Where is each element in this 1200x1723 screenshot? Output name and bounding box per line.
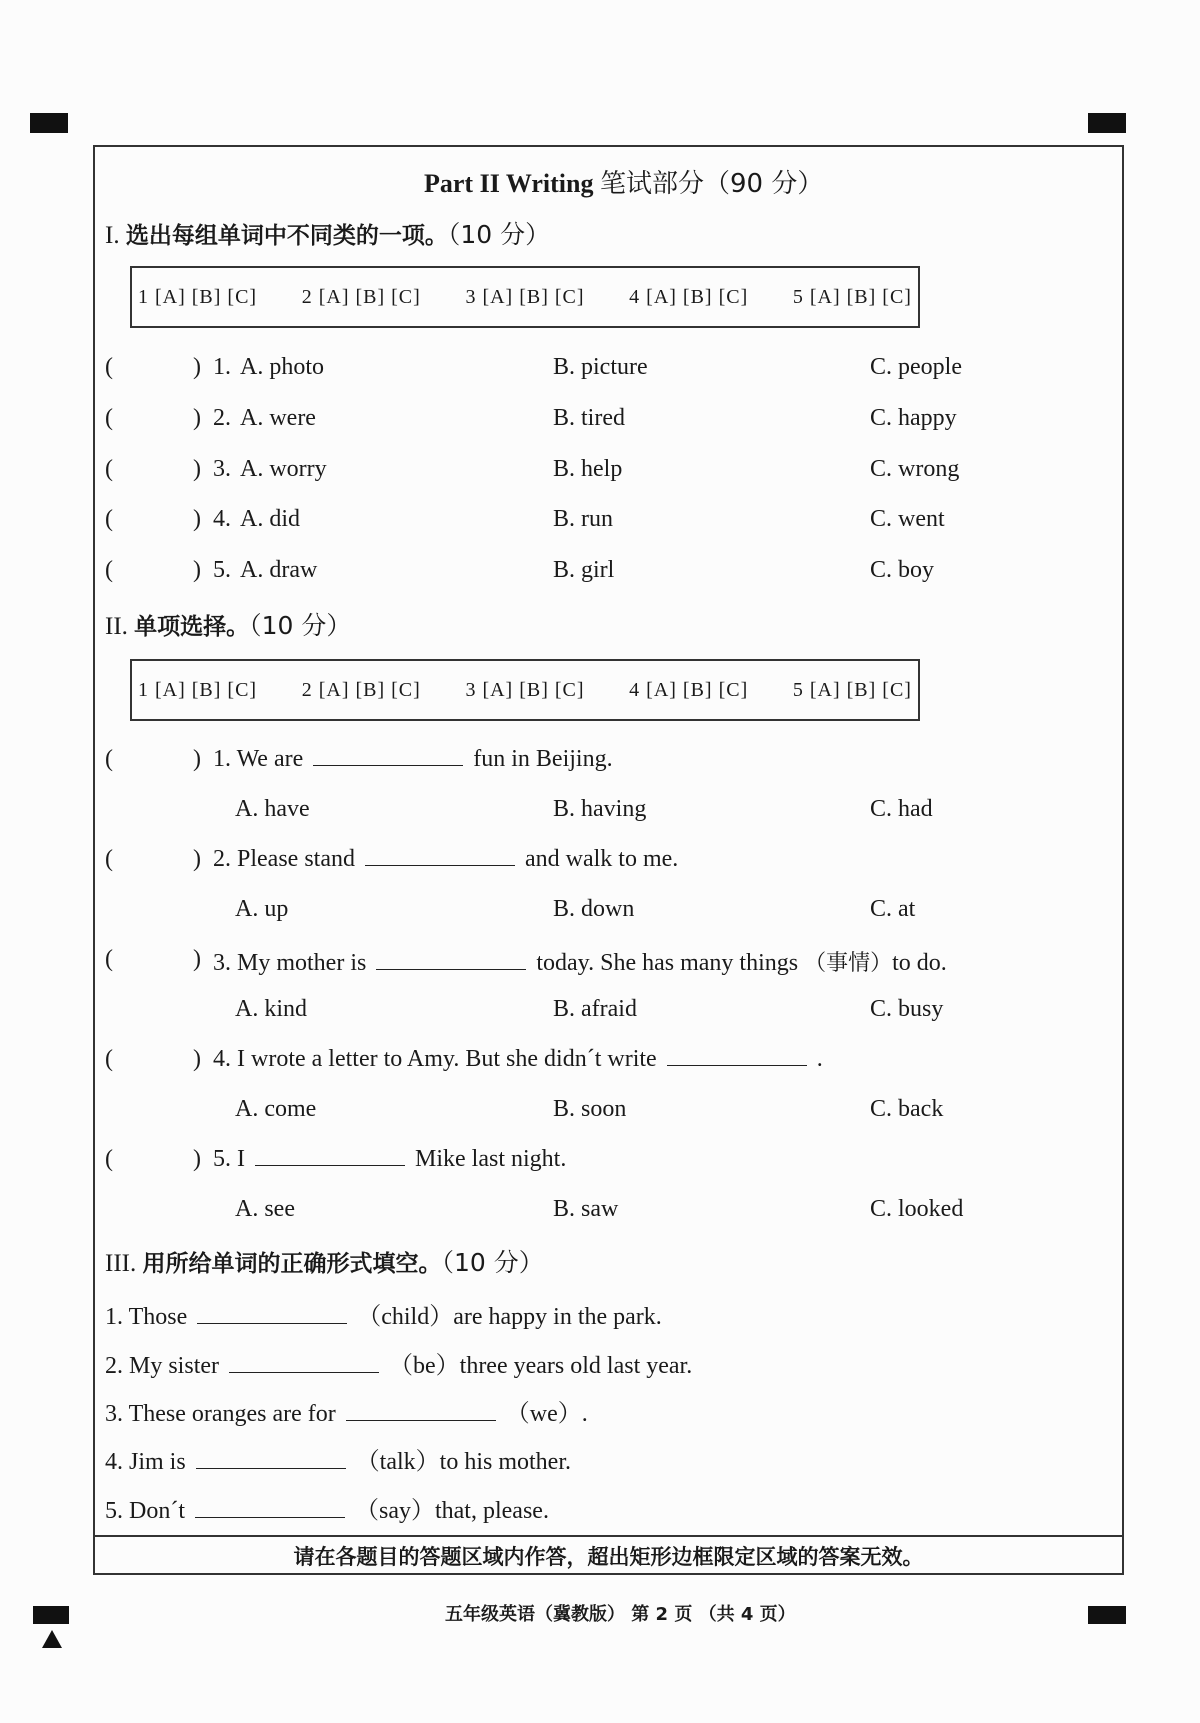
section-2-heading: II. 单项选择。（10 分） (105, 611, 352, 640)
answer-bubbles[interactable]: 4 [A] [B] [C] (629, 678, 749, 701)
s3-question-1: 1. Those （child）are happy in the park. (105, 1304, 662, 1330)
registration-mark-top-left (30, 113, 68, 133)
s3-question-2: 2. My sister （be）three years old last year. (105, 1353, 693, 1379)
answer-bubbles[interactable]: 4 [A] [B] [C] (629, 285, 749, 308)
answer-blank[interactable] (667, 1064, 807, 1066)
answer-blank[interactable] (195, 1516, 345, 1518)
section-3-heading: III. 用所给单词的正确形式填空。（10 分） (105, 1248, 544, 1277)
answer-blank[interactable] (365, 864, 515, 866)
s3-question-4: 4. Jim is （talk）to his mother. (105, 1449, 572, 1475)
title-chinese: 笔试部分（90 分） (599, 169, 824, 199)
answer-bubbles[interactable]: 3 [A] [B] [C] (465, 678, 585, 701)
answer-sheet-section-1 (130, 266, 920, 328)
answer-sheet-section-2 (130, 659, 920, 721)
s3-question-5: 5. Don´t （say）that, please. (105, 1498, 549, 1524)
orientation-triangle-icon (42, 1630, 62, 1648)
answer-blank[interactable] (346, 1419, 496, 1421)
answer-area-notice: 请在各题目的答题区域内作答，超出矩形边框限定区域的答案无效。 (93, 1535, 1124, 1575)
registration-mark-top-right (1088, 113, 1126, 133)
page-title (424, 163, 823, 200)
s3-question-3: 3. These oranges are for （we）. (105, 1401, 588, 1427)
answer-blank[interactable] (313, 764, 463, 766)
answer-bubbles[interactable]: 5 [A] [B] [C] (792, 678, 912, 701)
page-footer: 五年级英语（冀教版） 第 2 页 （共 4 页） (445, 1604, 796, 1625)
section-1-heading: I. 选出每组单词中不同类的一项。（10 分） (105, 220, 551, 249)
answer-blank[interactable] (376, 968, 526, 970)
title-english: Part II Writing (424, 169, 594, 198)
answer-blank[interactable] (255, 1164, 405, 1166)
answer-blank[interactable] (197, 1322, 347, 1324)
answer-blank[interactable] (196, 1467, 346, 1469)
answer-blank[interactable] (229, 1371, 379, 1373)
answer-bubbles[interactable]: 1 [A] [B] [C] (138, 285, 258, 308)
answer-bubbles[interactable]: 3 [A] [B] [C] (465, 285, 585, 308)
answer-bubbles[interactable]: 2 [A] [B] [C] (301, 285, 421, 308)
answer-bubbles[interactable]: 2 [A] [B] [C] (301, 678, 421, 701)
answer-bubbles[interactable]: 5 [A] [B] [C] (792, 285, 912, 308)
registration-mark-bottom-left (33, 1606, 69, 1624)
answer-bubbles[interactable]: 1 [A] [B] [C] (138, 678, 258, 701)
registration-mark-bottom-right (1088, 1606, 1126, 1624)
